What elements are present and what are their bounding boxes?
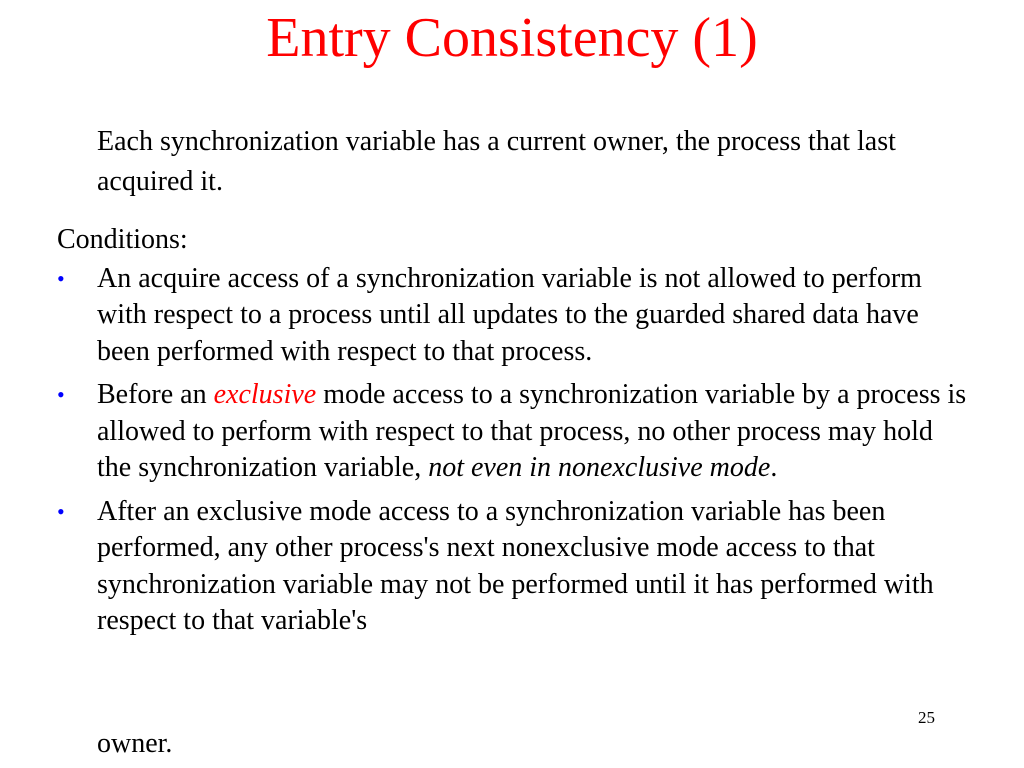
bullet-icon: • bbox=[57, 382, 65, 407]
list-item bbox=[57, 261, 972, 371]
conditions-list bbox=[57, 261, 972, 640]
emphasis-exclusive: exclusive bbox=[213, 379, 317, 410]
intro-paragraph: Each synchronization variable has a current owner, the process that last acquired it. bbox=[97, 126, 896, 197]
page-number: 25 bbox=[918, 708, 935, 727]
list-item bbox=[57, 494, 972, 640]
bullet-text-part: mode access to a synchronization variable by a process is allowed to perform with respect to that process, no other process may hold the synchronization variable, bbox=[97, 379, 967, 483]
bullet-text bbox=[97, 377, 972, 487]
list-item bbox=[57, 377, 972, 487]
bullet-text-part: Before an bbox=[97, 379, 214, 410]
conditions-heading: Conditions: bbox=[57, 224, 188, 255]
bullet-text: After an exclusive mode access to a synchronization variable has been performed, any other process's next nonexclusive mode access to that synchronization variable may not be performed until it has performed with respect to that variable's bbox=[97, 495, 934, 636]
slide-title: Entry Consistency (1) bbox=[266, 7, 758, 69]
bullet-text-tail: owner. bbox=[97, 728, 173, 759]
slide-body bbox=[57, 222, 972, 647]
bullet-icon: • bbox=[57, 265, 65, 291]
emphasis-nonexclusive: not even in nonexclusive mode bbox=[428, 452, 771, 483]
bullet-text-part: . bbox=[770, 452, 778, 483]
bullet-text: An acquire access of a synchronization variable is not allowed to perform with respect to a process until all updates to the guarded shared data have been performed with respect to that process. bbox=[97, 262, 922, 367]
bullet-icon: • bbox=[57, 498, 65, 524]
